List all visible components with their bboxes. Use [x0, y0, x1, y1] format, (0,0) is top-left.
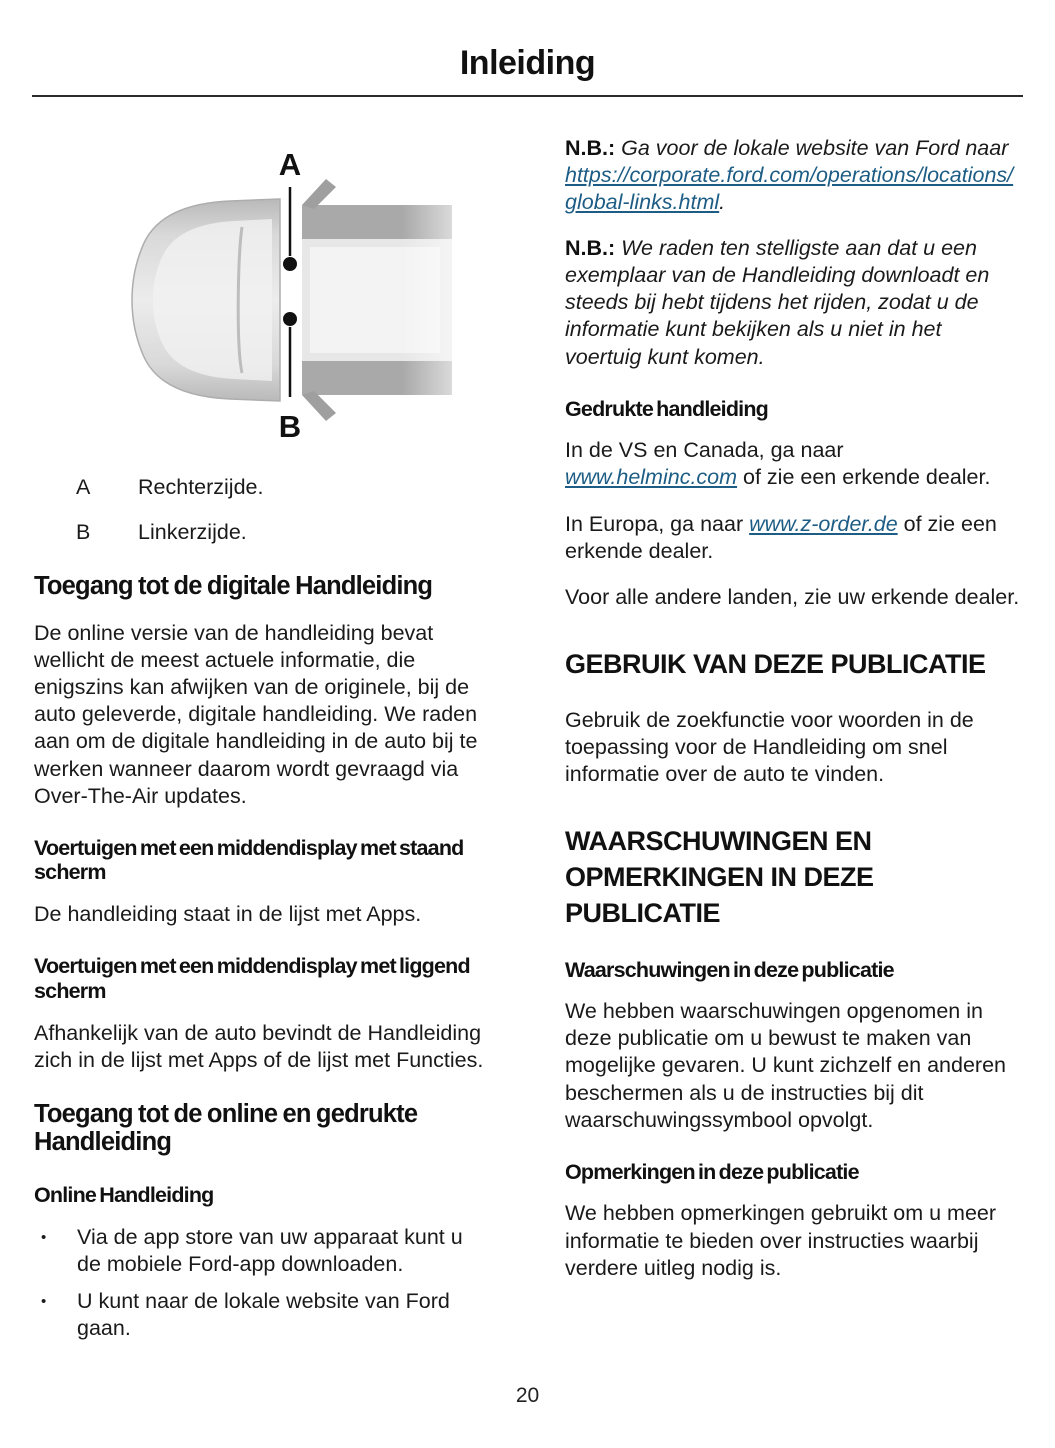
text-after-helminc-link: of zie een erkende dealer. — [743, 465, 991, 490]
legend-text-b: Linkerzijde. — [138, 519, 247, 544]
heading-printed-manual: Gedrukte handleiding — [565, 396, 768, 421]
heading-warnings-and-notes: WAARSCHUWINGEN EN OPMERKINGEN IN DEZE PUBLICATIE — [565, 825, 874, 928]
note-text-before-link: Ga voor de lokale website van Ford naar — [621, 136, 1009, 160]
heading-landscape-display: Voertuigen met een middendisplay met liggend scherm — [34, 954, 470, 1003]
paragraph-notes: We hebben opmerkingen gebruikt om u meer informatie te bieden over instructies waarbij verdere uitleg nodig is. — [565, 1201, 997, 1280]
bullet-text-local-website: U kunt naar de lokale website van Ford gaan. — [77, 1288, 450, 1340]
car-top-view-icon — [34, 135, 490, 467]
two-column-layout — [0, 97, 1055, 1352]
paragraph-portrait-display: De handleiding staat in de lijst met Apps. — [34, 902, 422, 927]
text-before-helminc-link: In de VS en Canada, ga naar — [565, 438, 844, 463]
z-order-link[interactable]: www.z-order.de — [749, 511, 898, 536]
note-label: N.B.: — [565, 236, 616, 261]
helminc-link[interactable]: www.helminc.com — [565, 465, 738, 490]
paragraph-europe — [565, 511, 1021, 565]
bullet-icon: • — [41, 1292, 47, 1310]
legend-key-a: A — [76, 475, 91, 499]
paragraph-landscape-display: Afhankelijk van de auto bevindt de Handleiding zich in de lijst met Apps of de lijst met Functies. — [34, 1020, 484, 1072]
left-column — [34, 135, 490, 1352]
note-label: N.B.: — [565, 136, 616, 160]
legend-row-b — [34, 520, 490, 546]
legend-text-a: Rechterzijde. — [138, 475, 264, 499]
heading-warnings-sub: Waarschuwingen in deze publicatie — [565, 957, 894, 982]
paragraph-warnings: We hebben waarschuwingen opgenomen in deze publicatie om u bewust te maken van mogelijke gevaren. U kunt zichzelf en anderen beschermen als u de instructies bij dit waarschuwingssymbool opvolgt. — [565, 999, 1007, 1132]
right-column — [565, 135, 1021, 1352]
page-number: 20 — [515, 1384, 540, 1407]
note-local-website — [565, 135, 1021, 216]
paragraph-digital-manual: De online versie van de handleiding bevat wellicht de meest actuele informatie, die enigszins kan afwijken van de originele, bij de auto geleverde, digitale handleiding. We raden aan om de digitale handleiding in de auto bij te werken wanneer daarom wordt gevraagd via Over-The-Air updates. — [34, 621, 478, 808]
bullet-text-app-store: Via de app store van uw apparaat kunt u de mobiele Ford-app downloaden. — [77, 1224, 463, 1276]
note-download-manual — [565, 235, 1021, 370]
heading-portrait-display: Voertuigen met een middendisplay met staand scherm — [34, 835, 464, 885]
callout-label-a: A — [278, 147, 302, 182]
list-item — [34, 1288, 490, 1342]
text-after-zorder-link: of zie een erkende dealer. — [565, 511, 997, 563]
legend-key-b: B — [76, 519, 91, 544]
car-side-diagram — [34, 135, 490, 467]
legend-row-a — [34, 475, 490, 501]
bullet-icon: • — [41, 1228, 47, 1246]
heading-digital-manual-access: Toegang tot de digitale Handleiding — [34, 571, 433, 600]
figure-legend — [34, 475, 490, 546]
paragraph-usage: Gebruik de zoekfunctie voor woorden in de toepassing voor de Handleiding om snel informatie over de auto te vinden. — [565, 707, 974, 786]
heading-usage-of-publication: GEBRUIK VAN DEZE PUBLICATIE — [565, 648, 986, 679]
paragraph-usa-canada — [565, 437, 1021, 491]
heading-online-printed-access: Toegang tot de online en gedrukte Handleiding — [34, 1099, 418, 1157]
paragraph-other-countries: Voor alle andere landen, zie uw erkende dealer. — [565, 584, 1020, 609]
note-text-after-link: . — [719, 190, 726, 215]
list-item — [34, 1224, 490, 1278]
heading-online-manual: Online Handleiding — [34, 1182, 214, 1207]
corporate-ford-link[interactable]: https://corporate.ford.com/operations/locations/global-links.html — [565, 163, 1014, 215]
callout-label-b: B — [278, 409, 302, 444]
text-before-zorder-link: In Europa, ga naar — [565, 511, 744, 536]
page-title: Inleiding — [459, 44, 596, 82]
online-manual-bullet-list — [34, 1224, 490, 1342]
heading-notes-sub: Opmerkingen in deze publicatie — [565, 1159, 859, 1184]
note-text: We raden ten stelligste aan dat u een exemplaar van de Handleiding downloadt en steeds bij hebt tijdens het rijden, zodat u de informatie kunt bekijken als u niet in het voertuig kunt komen. — [565, 236, 990, 369]
